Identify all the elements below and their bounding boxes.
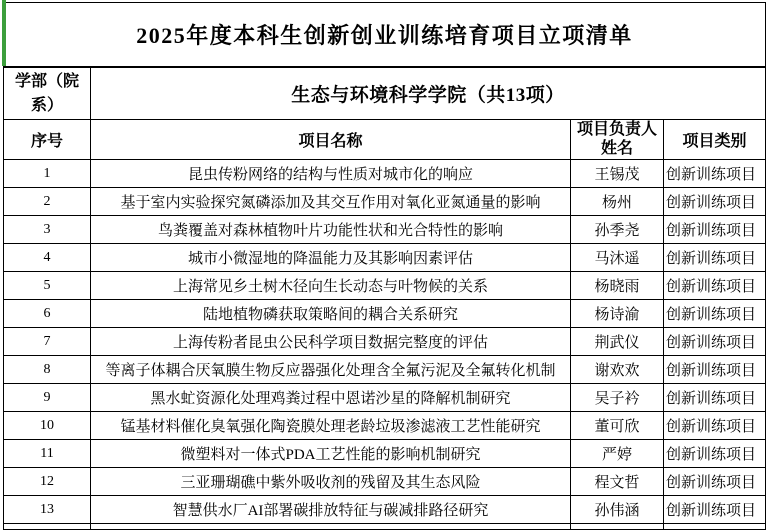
category-cell: 创新训练项目 xyxy=(666,447,757,463)
table-row xyxy=(4,412,765,440)
header-project-name: 项目名称 xyxy=(91,120,571,159)
category-cell: 创新训练项目 xyxy=(666,363,757,379)
project-approval-table xyxy=(3,2,766,530)
leader-name-cell: 杨晓雨 xyxy=(571,272,664,299)
project-name-cell: 上海传粉者昆虫公民科学项目数据完整度的评估 xyxy=(91,328,571,355)
project-name-cell: 三亚珊瑚礁中紫外吸收剂的残留及其生态风险 xyxy=(91,468,571,495)
leader-name-cell: 孙季尧 xyxy=(571,216,664,243)
table-row xyxy=(4,300,765,328)
no-cell xyxy=(4,524,91,529)
category-cell: 创新训练项目 xyxy=(666,419,757,435)
table-row xyxy=(4,216,765,244)
table-row xyxy=(4,440,765,468)
leader-name-cell: 杨州 xyxy=(571,188,664,215)
category-cell: 创新训练项目 xyxy=(666,195,757,211)
window-edge-green-bar xyxy=(2,0,6,66)
no-cell: 7 xyxy=(4,328,91,355)
leader-name-cell: 董可欣 xyxy=(571,412,664,439)
table-row xyxy=(4,468,765,496)
department-label-cell: 学部（院系） xyxy=(4,68,91,119)
no-cell: 10 xyxy=(4,412,91,439)
leader-name-cell: 谢欢欢 xyxy=(571,356,664,383)
no-cell: 12 xyxy=(4,468,91,495)
header-leader-name: 项目负责人姓名 xyxy=(571,120,664,159)
table-row xyxy=(4,3,765,68)
table-row xyxy=(4,328,765,356)
category-cell: 创新训练项目 xyxy=(666,503,757,519)
leader-name-cell: 孙伟涵 xyxy=(571,496,664,523)
table-row xyxy=(4,496,765,524)
project-name-cell: 昆虫传粉网络的结构与性质对城市化的响应 xyxy=(91,160,571,187)
no-cell: 8 xyxy=(4,356,91,383)
leader-name-cell: 马沐遥 xyxy=(571,244,664,271)
no-cell: 5 xyxy=(4,272,91,299)
leader-name-cell: 吴子衿 xyxy=(571,384,664,411)
no-cell: 3 xyxy=(4,216,91,243)
header-no: 序号 xyxy=(4,120,91,159)
project-name-cell: 锰基材料催化臭氧强化陶瓷膜处理老龄垃圾渗滤液工艺性能研究 xyxy=(91,412,571,439)
category-cell: 创新训练项目 xyxy=(666,167,757,183)
no-cell: 6 xyxy=(4,300,91,327)
category-cell: 创新训练项目 xyxy=(666,307,757,323)
project-name-cell xyxy=(91,524,571,529)
table-row xyxy=(4,356,765,384)
table-row xyxy=(4,160,765,188)
department-value-cell: 生态与环境科学学院（共13项） xyxy=(291,85,565,106)
project-name-cell: 微塑料对一体式PDA工艺性能的影响机制研究 xyxy=(91,440,571,467)
no-cell: 4 xyxy=(4,244,91,271)
no-cell: 11 xyxy=(4,440,91,467)
no-cell: 1 xyxy=(4,160,91,187)
table-row xyxy=(4,272,765,300)
category-cell: 创新训练项目 xyxy=(666,279,757,295)
project-name-cell: 鸟粪覆盖对森林植物叶片功能性状和光合特性的影响 xyxy=(91,216,571,243)
leader-name-cell: 荆武仪 xyxy=(571,328,664,355)
category-cell: 创新训练项目 xyxy=(666,223,757,239)
project-name-cell: 黑水虻资源化处理鸡粪过程中恩诺沙星的降解机制研究 xyxy=(91,384,571,411)
project-name-cell: 基于室内实验探究氮磷添加及其交互作用对氧化亚氮通量的影响 xyxy=(91,188,571,215)
leader-name-cell: 程文哲 xyxy=(571,468,664,495)
table-row xyxy=(4,384,765,412)
no-cell: 2 xyxy=(4,188,91,215)
partial-table-row xyxy=(4,524,765,530)
project-name-cell: 智慧供水厂AI部署碳排放特征与碳减排路径研究 xyxy=(91,496,571,523)
project-name-cell: 等离子体耦合厌氧膜生物反应器强化处理含全氟污泥及全氟转化机制 xyxy=(91,356,571,383)
category-cell xyxy=(664,524,765,529)
category-cell: 创新训练项目 xyxy=(666,475,757,491)
project-name-cell: 陆地植物磷获取策略间的耦合关系研究 xyxy=(91,300,571,327)
project-name-cell: 城市小微湿地的降温能力及其影响因素评估 xyxy=(91,244,571,271)
no-cell: 13 xyxy=(4,496,91,523)
table-header-row xyxy=(4,120,765,160)
page-title: 2025年度本科生创新创业训练培育项目立项清单 xyxy=(136,23,633,48)
category-cell: 创新训练项目 xyxy=(666,251,757,267)
table-row xyxy=(4,244,765,272)
table-row xyxy=(4,68,765,120)
leader-name-cell: 严婷 xyxy=(571,440,664,467)
project-name-cell: 上海常见乡土树木径向生长动态与叶物候的关系 xyxy=(91,272,571,299)
no-cell: 9 xyxy=(4,384,91,411)
leader-name-cell xyxy=(571,524,664,529)
leader-name-cell: 杨诗渝 xyxy=(571,300,664,327)
category-cell: 创新训练项目 xyxy=(666,335,757,351)
leader-name-cell: 王锡茂 xyxy=(571,160,664,187)
table-row xyxy=(4,188,765,216)
header-category: 项目类别 xyxy=(682,133,747,150)
category-cell: 创新训练项目 xyxy=(666,391,757,407)
